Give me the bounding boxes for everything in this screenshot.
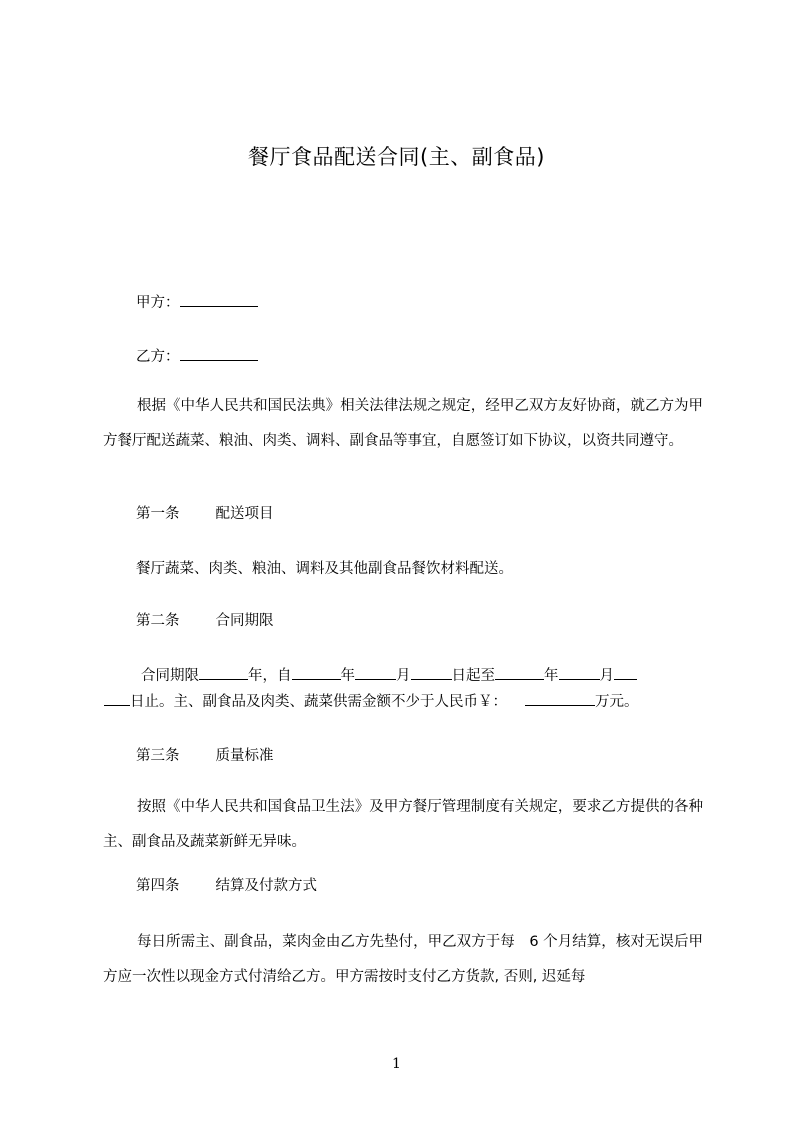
article-2-text: 月	[396, 668, 411, 684]
article-title: 结算及付款方式	[215, 878, 317, 894]
article-2-text: 年，自	[248, 668, 292, 684]
article-number: 第一条	[136, 506, 180, 522]
article-4-body: 每日所需主、副食品，菜肉金由乙方先垫付，甲乙双方于每 6 个月结算，核对无误后甲方应一次性以现金方式付清给乙方。甲方需按时支付乙方货款, 否则, 迟延每	[103, 934, 703, 985]
article-2-text: 日起至	[451, 668, 495, 684]
article-3-body: 按照《中华人民共和国食品卫生法》及甲方餐厅管理制度有关规定，要求乙方提供的各种主、副食品及蔬菜新鲜无异味。	[103, 799, 703, 850]
article-2-text: 日止。主、副食品及肉类、蔬菜供需金额不少于人民币￥：	[130, 694, 507, 710]
party-a-line	[136, 291, 258, 313]
document-title: 餐厅食品配送合同(主、副食品)	[248, 145, 545, 169]
article-2-amount-line	[104, 690, 639, 712]
article-2-text: 合同期限	[141, 668, 199, 684]
end-year-blank	[495, 664, 544, 680]
article-1-heading	[136, 504, 274, 524]
party-a-blank	[180, 291, 258, 307]
article-2-text: 月	[599, 668, 614, 684]
article-2-text: 年	[544, 668, 559, 684]
article-2-text: 万元。	[595, 694, 639, 710]
article-title: 质量标准	[215, 748, 274, 764]
article-1-body: 餐厅蔬菜、肉类、粮油、调料及其他副食品餐饮材料配送。	[136, 561, 513, 577]
start-day-blank	[411, 664, 452, 680]
article-title: 配送项目	[215, 506, 274, 522]
party-b-line	[136, 345, 258, 367]
end-day-blank-part2	[104, 690, 130, 706]
party-b-blank	[180, 345, 258, 361]
years-blank	[199, 664, 248, 680]
article-number: 第四条	[136, 878, 180, 894]
article-2-text: 年	[340, 668, 355, 684]
intro-paragraph: 根据《中华人民共和国民法典》相关法律法规之规定，经甲乙双方友好协商，就乙方为甲方餐厅配送蔬菜、粮油、肉类、调料、副食品等事宜，自愿签订如下协议，以资共同遵守。	[103, 398, 703, 449]
article-2-term-line	[141, 664, 637, 686]
party-a-label: 甲方：	[136, 295, 180, 311]
article-title: 合同期限	[215, 613, 274, 629]
end-month-blank	[559, 664, 600, 680]
article-3-heading	[136, 746, 274, 766]
page-number: 1	[392, 1056, 401, 1072]
end-day-blank-part1	[614, 664, 637, 680]
article-2-heading	[136, 611, 274, 631]
amount-blank	[525, 690, 595, 706]
article-4-heading	[136, 876, 317, 896]
party-b-label: 乙方：	[136, 349, 180, 365]
article-number: 第二条	[136, 613, 180, 629]
start-month-blank	[355, 664, 396, 680]
start-year-blank	[292, 664, 341, 680]
article-number: 第三条	[136, 748, 180, 764]
